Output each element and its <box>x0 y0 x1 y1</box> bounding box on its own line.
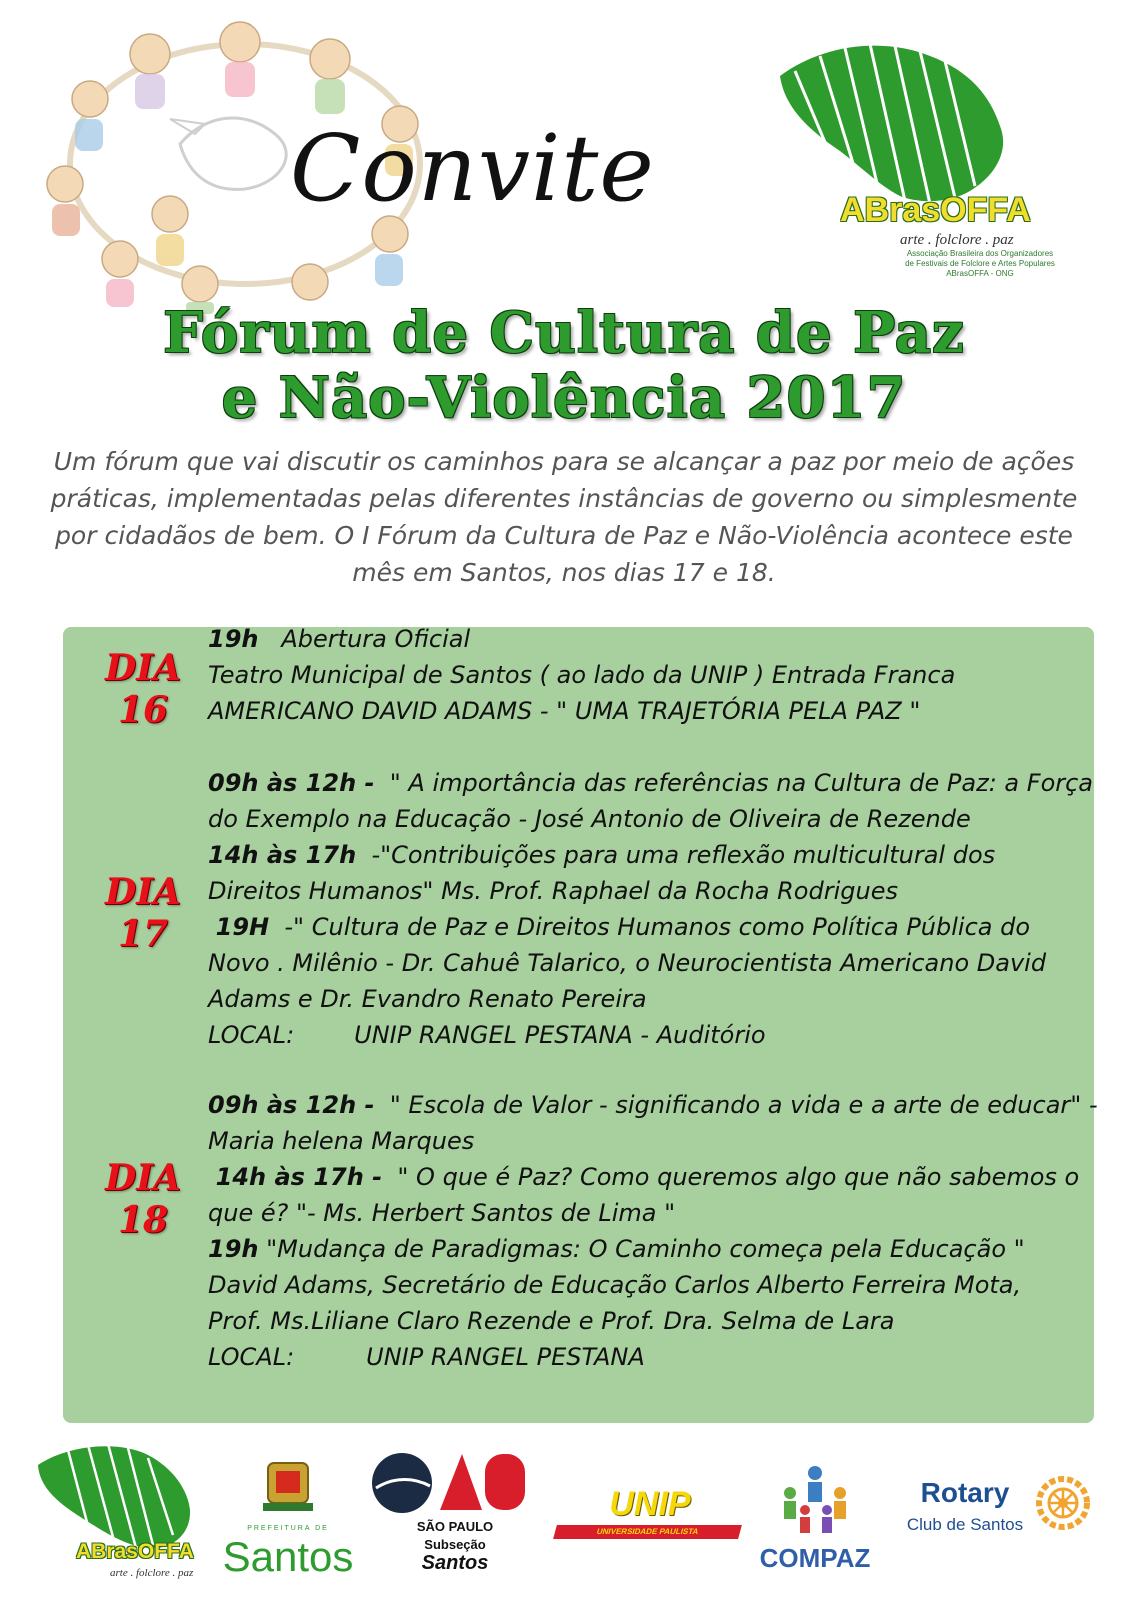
sponsor-compaz-logo <box>750 1455 880 1585</box>
oab-caption <box>370 1518 540 1572</box>
intro-line: Um fórum que vai discutir os caminhos para se alcançar a paz por meio de ações <box>53 447 1075 476</box>
schedule-text: Prof. Ms.Liliane Claro Rezende e Prof. Dra. Selma de Lara <box>208 1307 895 1335</box>
compaz-name: COMPAZ <box>759 1543 871 1573</box>
forum-title-line2: e Não-Violência 2017 <box>221 365 907 431</box>
schedule-text: Maria helena Marques <box>208 1127 475 1155</box>
schedule-time: 09h às 12h - <box>208 769 375 797</box>
oab-emblem-icon <box>370 1448 540 1518</box>
schedule-time: 14h às 17h - <box>215 1163 383 1191</box>
brazil-map-icon <box>28 1440 208 1550</box>
rotary-wheel-icon <box>1035 1475 1091 1531</box>
schedule-text: "Mudança de Paradigmas: O Caminho começa pela Educação " <box>266 1235 1025 1263</box>
schedule-text: AMERICANO DAVID ADAMS - " UMA TRAJETÓRIA PELA PAZ " <box>208 697 921 725</box>
sponsor-unip-logo <box>555 1485 740 1545</box>
day-16-label <box>73 647 213 731</box>
oab-caption-line: Santos <box>421 1552 489 1574</box>
intro-line: por cidadãos de bem. O I Fórum da Cultura de Paz e Não-Violência acontece este <box>55 521 1073 550</box>
day-label: DIA <box>105 647 181 689</box>
schedule-text: " A importância das referências na Cultura de Paz: a Força <box>389 769 1094 797</box>
sponsor-rotary-logo <box>895 1475 1095 1545</box>
location-label: LOCAL: <box>208 1343 295 1371</box>
schedule-time: 09h às 12h - <box>208 1091 375 1119</box>
location-label: LOCAL: <box>208 1021 295 1049</box>
sponsor-abrasoffa-logo <box>28 1440 208 1590</box>
abrasoffa-logo-tagline: arte . folclore . paz <box>900 232 1014 248</box>
sponsor-santos-logo <box>218 1455 358 1590</box>
location-text: UNIP RANGEL PESTANA - Auditório <box>354 1021 766 1049</box>
schedule-text: Direitos Humanos" Ms. Prof. Raphael da Rocha Rodrigues <box>208 877 898 905</box>
sponsor-abrasoffa-tagline: arte . folclore . paz <box>110 1567 194 1579</box>
schedule-time: 19H <box>215 913 270 941</box>
schedule-time: 19h <box>208 625 259 653</box>
santos-name: Santos <box>222 1533 354 1580</box>
oab-caption-line: SÃO PAULO <box>416 1519 494 1534</box>
day-18-label <box>73 1157 213 1241</box>
brazil-map-icon <box>760 36 1090 206</box>
schedule-time: 14h às 17h <box>208 841 357 869</box>
intro-line: mês em Santos, nos dias 17 e 18. <box>352 558 776 587</box>
schedule-text: Abertura Oficial <box>281 625 471 653</box>
schedule-text: Adams e Dr. Evandro Renato Pereira <box>208 985 647 1013</box>
day-17-schedule <box>208 765 1094 1053</box>
day-number: 18 <box>117 1199 169 1241</box>
day-18-schedule <box>208 1087 1098 1375</box>
day-label: DIA <box>105 871 181 913</box>
rotary-name: Rotary <box>920 1477 1010 1508</box>
intro-line: práticas, implementadas pelas diferentes instâncias de governo ou simplesmente <box>50 484 1078 513</box>
day-number: 16 <box>117 689 169 731</box>
schedule-time: 19h <box>208 1235 259 1263</box>
schedule-text: David Adams, Secretário de Educação Carlos Alberto Ferreira Mota, <box>208 1271 1022 1299</box>
schedule-text: " O que é Paz? Como queremos algo que não sabemos o <box>397 1163 1080 1191</box>
schedule-text: que é? "- Ms. Herbert Santos de Lima " <box>208 1199 676 1227</box>
sponsor-oab-logo <box>370 1448 540 1588</box>
convite-heading: Convite <box>290 115 655 222</box>
santos-prefeitura-label: PREFEITURA DE <box>247 1525 329 1532</box>
day-17-label <box>73 871 213 955</box>
schedule-text: do Exemplo na Educação - José Antonio de Oliveira de Rezende <box>208 805 971 833</box>
day-number: 17 <box>117 913 169 955</box>
oab-caption-line: Subseção <box>424 1537 486 1552</box>
location-text: UNIP RANGEL PESTANA <box>366 1343 645 1371</box>
abrasoffa-logo <box>760 36 1090 286</box>
abrasoffa-logo-description: Associação Brasileira dos Organizadores de Festivais de Folclore e Artes Populares ABrasOFFA - ONG <box>905 249 1055 278</box>
program-box <box>63 625 1098 1423</box>
unip-name: UNIP <box>609 1485 691 1523</box>
schedule-text: -"Contribuições para uma reflexão multicultural dos <box>371 841 996 869</box>
santos-crest-icon <box>218 1455 358 1525</box>
intro-paragraph <box>20 443 1108 591</box>
day-label: DIA <box>105 1157 181 1199</box>
day-16-schedule <box>208 621 1088 729</box>
rotary-subtitle: Club de Santos <box>906 1515 1024 1534</box>
unip-subtitle: UNIVERSIDADE PAULISTA <box>553 1525 742 1539</box>
abrasoffa-logo-name: ABrasOFFA <box>840 191 1031 229</box>
sponsor-abrasoffa-name: ABrasOFFA <box>76 1540 194 1563</box>
schedule-text: -" Cultura de Paz e Direitos Humanos como Política Pública do <box>284 913 1031 941</box>
compaz-figures-icon <box>750 1455 880 1545</box>
schedule-text: Teatro Municipal de Santos ( ao lado da UNIP ) Entrada Franca <box>208 661 956 689</box>
forum-title-line1: Fórum de Cultura de Paz <box>163 300 965 366</box>
schedule-text: Novo . Milênio - Dr. Cahuê Talarico, o Neurocientista Americano David <box>208 949 1047 977</box>
schedule-text: " Escola de Valor - significando a vida e a arte de educar" - <box>389 1091 1098 1119</box>
